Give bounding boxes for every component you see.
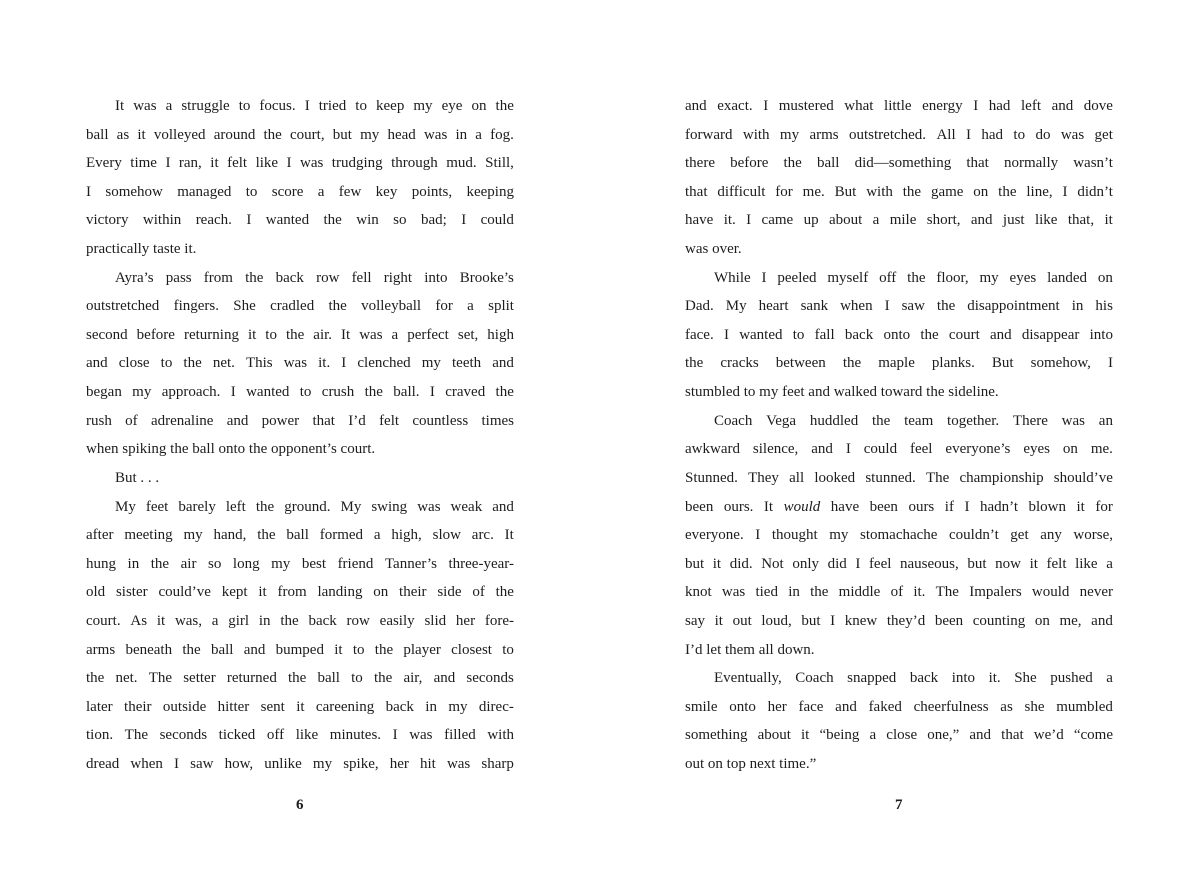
text-line: say it out loud, but I knew they’d been counting on me, and — [685, 612, 1113, 629]
text-line: when spiking the ball onto the opponent’s court. — [86, 441, 376, 458]
text-line: awkward silence, and I could feel everyone’s eyes on me. — [685, 441, 1113, 458]
book-page-right — [600, 0, 1200, 872]
text-line: Dad. My heart sank when I saw the disappointment in his — [685, 298, 1113, 315]
right-page-number: 7 — [895, 797, 903, 813]
text-line: out on top next time.” — [685, 756, 817, 773]
text-line: something about it “being a close one,” and that we’d “come — [685, 727, 1113, 744]
left-page-text — [86, 92, 514, 779]
text-line: dread when I saw how, unlike my spike, her hit was sharp — [86, 756, 514, 773]
text-line: Stunned. They all looked stunned. The championship should’ve — [685, 469, 1113, 486]
text-line: been ours. It would have been ours if I hadn’t blown it for — [685, 498, 1113, 515]
text-line: old sister could’ve kept it from landing on their side of the — [86, 584, 514, 601]
text-line: Every time I ran, it felt like I was trudging through mud. Still, — [86, 155, 514, 172]
text-line: Eventually, Coach snapped back into it. She pushed a — [714, 670, 1113, 687]
text-line: I somehow managed to score a few key points, keeping — [86, 183, 514, 200]
text-line: hung in the air so long my best friend Tanner’s three-year- — [86, 555, 514, 572]
text-line: Coach Vega huddled the team together. There was an — [714, 412, 1113, 429]
text-line: smile onto her face and faked cheerfulness as she mumbled — [685, 698, 1113, 715]
text-line: the cracks between the maple planks. But somehow, I — [685, 355, 1113, 372]
text-line: was over. — [685, 241, 742, 258]
text-line: knot was tied in the middle of it. The Impalers would never — [685, 584, 1113, 601]
text-line: But . . . — [115, 469, 160, 486]
text-line: everyone. I thought my stomachache couldn’t get any worse, — [685, 527, 1113, 544]
text-line: arms beneath the ball and bumped it to the player closest to — [86, 641, 514, 658]
text-line: stumbled to my feet and walked toward the sideline. — [685, 384, 999, 401]
left-page-number: 6 — [296, 797, 304, 813]
text-line: face. I wanted to fall back onto the court and disappear into — [685, 326, 1113, 343]
text-line: It was a struggle to focus. I tried to keep my eye on the — [115, 98, 514, 114]
text-line: outstretched fingers. She cradled the volleyball for a split — [86, 298, 514, 315]
text-line: practically taste it. — [86, 241, 197, 258]
text-line: there before the ball did—something that normally wasn’t — [685, 155, 1113, 172]
text-line: and exact. I mustered what little energy I had left and dove — [685, 98, 1113, 114]
text-line: that difficult for me. But with the game on the line, I didn’t — [685, 183, 1113, 200]
text-line: While I peeled myself off the floor, my eyes landed on — [714, 269, 1113, 286]
text-line: have it. I came up about a mile short, and just like that, it — [685, 212, 1113, 229]
text-line: second before returning it to the air. It was a perfect set, high — [86, 326, 514, 343]
text-line: after meeting my hand, the ball formed a high, slow arc. It — [86, 527, 514, 544]
text-line: Ayra’s pass from the back row fell right into Brooke’s — [115, 269, 514, 286]
text-line: victory within reach. I wanted the win so bad; I could — [86, 212, 514, 229]
text-line: later their outside hitter sent it careening back in my direc- — [86, 698, 514, 715]
text-line: I’d let them all down. — [685, 641, 815, 658]
text-line: tion. The seconds ticked off like minutes. I was filled with — [86, 727, 514, 744]
text-line: court. As it was, a girl in the back row easily slid her fore- — [86, 612, 514, 629]
text-line: ball as it volleyed around the court, but my head was in a fog. — [86, 126, 514, 143]
text-line: My feet barely left the ground. My swing was weak and — [115, 498, 514, 515]
text-line: the net. The setter returned the ball to the air, and seconds — [86, 670, 514, 687]
text-line: forward with my arms outstretched. All I had to do was get — [685, 126, 1113, 143]
text-line: rush of adrenaline and power that I’d felt countless times — [86, 412, 514, 429]
text-line: but it did. Not only did I feel nauseous, but now it felt like a — [685, 555, 1113, 572]
text-line: and close to the net. This was it. I clenched my teeth and — [86, 355, 514, 372]
text-line: began my approach. I wanted to crush the ball. I craved the — [86, 384, 514, 401]
right-page-text — [685, 92, 1113, 779]
